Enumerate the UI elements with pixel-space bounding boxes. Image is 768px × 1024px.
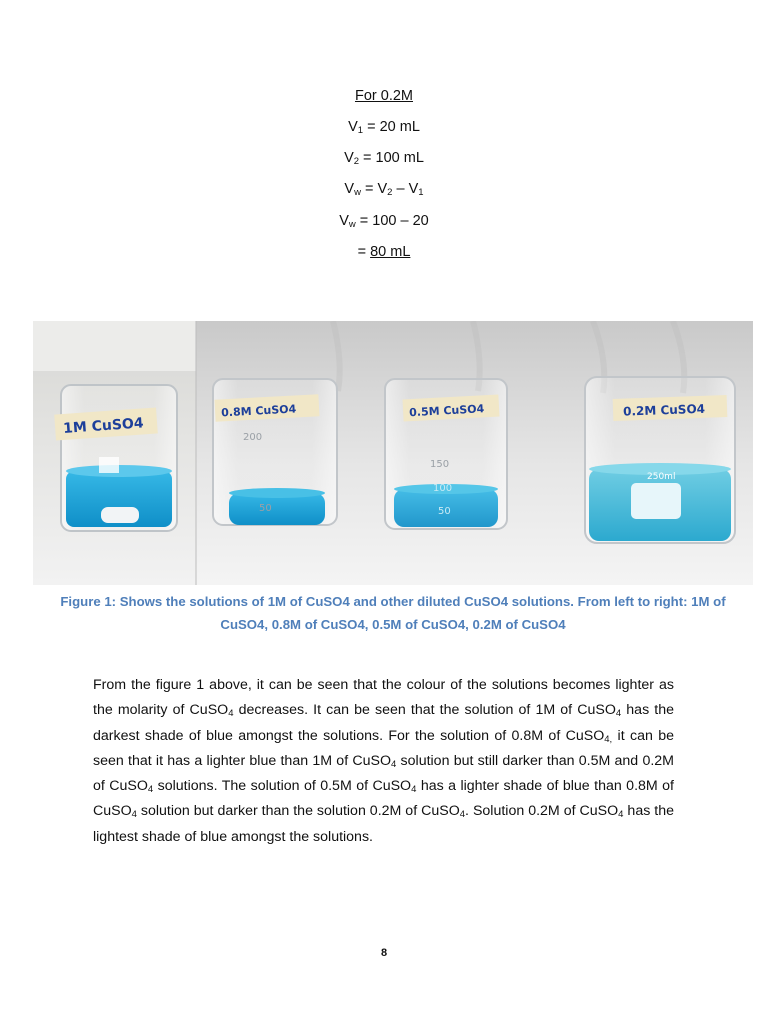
label-0-8m: 0.8M CuSO4 — [220, 402, 297, 420]
caption-line-2: CuSO4, 0.8M of CuSO4, 0.5M of CuSO4, 0.2M of CuSO4 — [220, 617, 566, 632]
label-0-2m: 0.2M CuSO4 — [622, 401, 706, 419]
beaker-0-8m — [213, 379, 337, 525]
calc-result: = 80 mL — [357, 244, 411, 260]
beaker-0-5m — [385, 379, 507, 529]
scale-150: 150 — [430, 459, 450, 470]
calc-vw-values: $V_w = 100 - 20$ — [339, 213, 429, 230]
beaker-1m — [54, 385, 177, 531]
scale-200: 200 — [243, 432, 263, 443]
calc-heading: For 0.2M — [354, 88, 413, 104]
scale-100: 100 — [433, 483, 453, 494]
calc-v2: $V_2 = 100$ mL — [344, 150, 424, 167]
caption-line-1: Figure 1: Shows the solutions of 1M of CuSO4 and other diluted CuSO4 solutions. From left to right: 1M of — [60, 594, 726, 609]
scale-50-b2: 50 — [259, 503, 272, 514]
calc-v1: $V_1 = 20$ mL — [348, 119, 420, 136]
beakers-photo — [33, 321, 753, 585]
page-number: 8 — [380, 947, 388, 959]
scale-250ml: 250ml — [647, 472, 676, 482]
beaker-0-2m — [585, 377, 735, 543]
calc-vw-formula: $V_w = V_2 - V_1$ — [344, 181, 424, 198]
label-1m: 1M CuSO4 — [62, 415, 145, 437]
calc-result-value: 80 mL — [370, 244, 411, 260]
label-0-5m: 0.5M CuSO4 — [408, 402, 485, 420]
body-paragraph: From the figure 1 above, it can be seen that the colour of the solutions becomes lighter as the molarity of CuSO$_4$ decreases. It can be seen that the solution of 1M of CuSO$_4$ has the darkest shade of blue amongst the solutions. For the solution of 0.8M of CuSO$_{4,}$ it can be seen that it has a lighter blue than 1M of CuSO$_4$ solution but still darker than 0.5M and 0.2M of CuSO$_4$ solutions. The solution of 0.5M of CuSO$_4$ has a lighter shade of blue than 0.8M of CuSO$_4$ solution but darker than the solution 0.2M of CuSO$_4$. Solution 0.2M of CuSO$_4$ has the lightest shade of blue amongst the solutions. — [93, 677, 674, 845]
figure-caption — [33, 590, 753, 636]
scale-50-b3: 50 — [438, 506, 451, 517]
beakers-illustration — [33, 321, 753, 585]
